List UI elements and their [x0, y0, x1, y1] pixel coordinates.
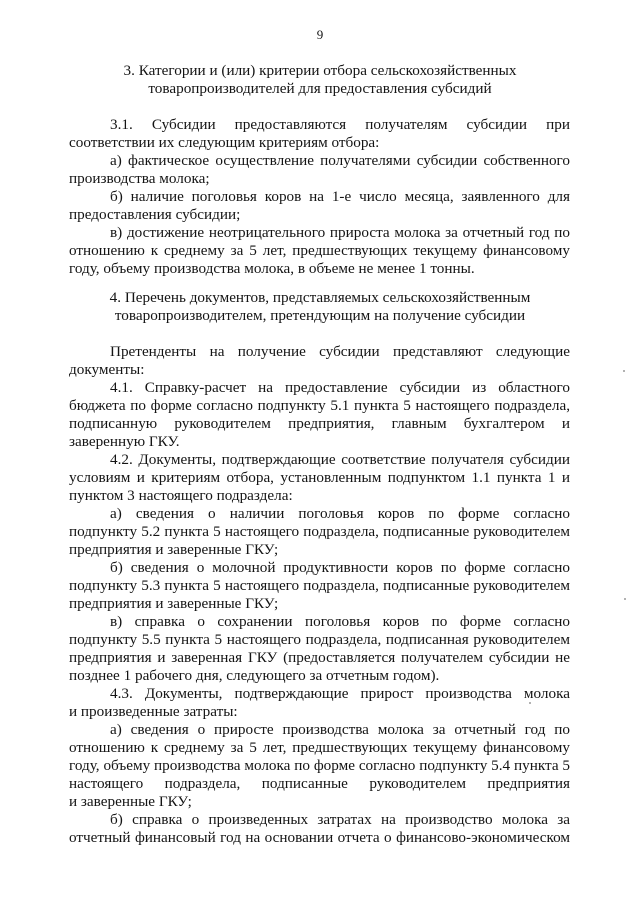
item-4-1-line: заверенную ГКУ. — [69, 433, 180, 450]
item-4-3-a-line: а) сведения о приросте производства молока за отчетный год по — [110, 721, 570, 738]
section-3-heading-line-1: 3. Категории и (или) критерии отбора сельскохозяйственных — [123, 62, 517, 79]
criterion-a-line: производства молока; — [69, 170, 210, 187]
item-4-3-line: и произведенные затраты: — [69, 703, 238, 720]
scan-speck — [624, 598, 626, 600]
item-4-3-a-line: году, объему производства молока по форме согласно подпункту 5.4 пункта 5 — [69, 757, 570, 774]
item-4-2-b-line: подпункту 5.3 пункта 5 настоящего подраздела, подписанные руководителем — [69, 577, 570, 594]
criterion-a-line: а) фактическое осуществление получателями субсидии собственного — [110, 152, 570, 169]
section-4-heading-line-2: товаропроизводителем, претендующим на получение субсидии — [114, 307, 526, 324]
criterion-b-line: предоставления субсидии; — [69, 206, 241, 223]
item-4-2-line: пунктом 3 настоящего подраздела: — [69, 487, 293, 504]
item-4-3-line: 4.3. Документы, подтверждающие прирост производства молока — [110, 685, 570, 702]
item-4-3-a-line: и заверенные ГКУ; — [69, 793, 192, 810]
intro-line: Претенденты на получение субсидии представляют следующие — [110, 343, 570, 360]
item-4-2-c-line: подпункту 5.5 пункта 5 настоящего подраздела, подписанная руководителем — [69, 631, 570, 648]
item-4-2-b-line: б) сведения о молочной продуктивности коров по форме согласно — [110, 559, 570, 576]
item-4-2-c-line: позднее 1 рабочего дня, следующего за отчетным годом). — [69, 667, 440, 684]
item-4-2-b-line: предприятия и заверенные ГКУ; — [69, 595, 279, 612]
item-4-2-c-line: предприятия и заверенная ГКУ (предоставляется получателем субсидии не — [69, 649, 570, 666]
item-4-2-a-line: подпункту 5.2 пункта 5 настоящего подраздела, подписанные руководителем — [69, 523, 570, 540]
paragraph-3-1-line: 3.1. Субсидии предоставляются получателям субсидии при — [110, 116, 570, 133]
scan-speck — [529, 702, 531, 704]
criterion-c-line: отношению к среднему за 5 лет, предшествующих текущему финансовому — [69, 242, 570, 259]
item-4-1-line: 4.1. Справку-расчет на предоставление субсидии из областного — [110, 379, 570, 396]
item-4-3-a-line: настоящего подраздела, подписанные руководителем предприятия — [69, 775, 570, 792]
section-4-heading-line-1: 4. Перечень документов, представляемых сельскохозяйственным — [109, 289, 531, 306]
item-4-1-line: подписанную руководителем предприятия, главным бухгалтером и — [69, 415, 570, 432]
item-4-1-line: бюджета по форме согласно подпункту 5.1 пункта 5 настоящего подраздела, — [69, 397, 570, 414]
criterion-c-line: году, объему производства молока, в объеме не менее 1 тонны. — [69, 260, 475, 277]
item-4-2-a-line: а) сведения о наличии поголовья коров по форме согласно — [110, 505, 570, 522]
item-4-3-b-line: отчетный финансовый год на основании отчета о финансово-экономическом — [69, 829, 570, 846]
item-4-2-line: 4.2. Документы, подтверждающие соответствие получателя субсидии — [110, 451, 570, 468]
scan-speck — [623, 370, 625, 372]
paragraph-3-1-line: соответствии их следующим критериям отбора: — [69, 134, 380, 151]
item-4-2-c-line: в) справка о сохранении поголовья коров по форме согласно — [110, 613, 570, 630]
page-number: 9 — [316, 27, 324, 42]
item-4-2-line: условиям и критериям отбора, установленным подпунктом 1.1 пункта 1 и — [69, 469, 570, 486]
item-4-3-a-line: отношению к среднему за 5 лет, предшествующих текущему финансовому — [69, 739, 570, 756]
criterion-c-line: в) достижение неотрицательного прироста молока за отчетный год по — [110, 224, 570, 241]
item-4-2-a-line: предприятия и заверенные ГКУ; — [69, 541, 279, 558]
item-4-3-b-line: б) справка о произведенных затратах на производство молока за — [110, 811, 570, 828]
criterion-b-line: б) наличие поголовья коров на 1-е число месяца, заявленного для — [110, 188, 570, 205]
section-3-heading-line-2: товаропроизводителей для предоставления субсидий — [148, 80, 492, 97]
intro-line: документы: — [69, 361, 145, 378]
